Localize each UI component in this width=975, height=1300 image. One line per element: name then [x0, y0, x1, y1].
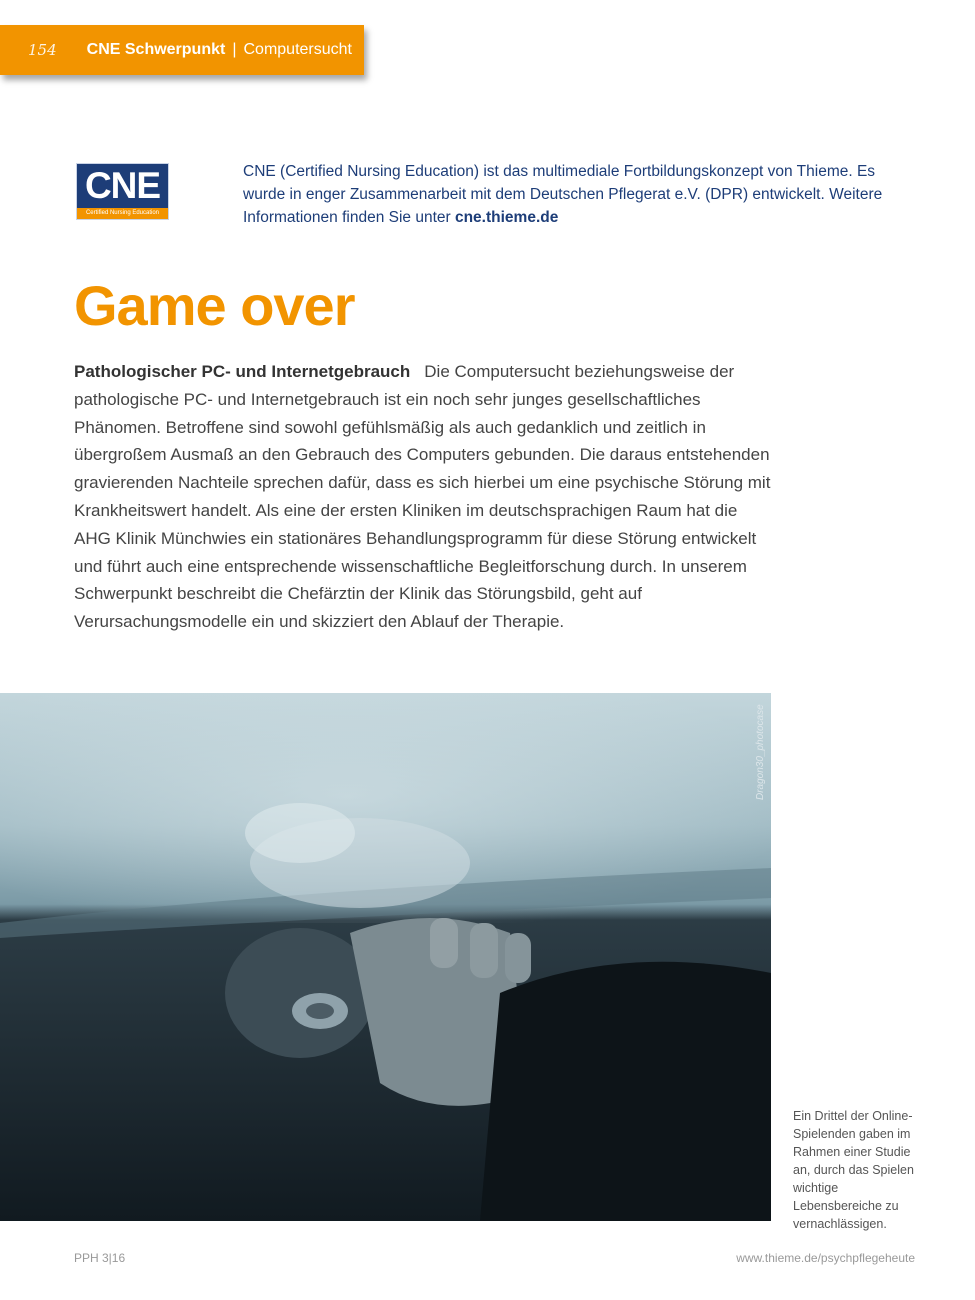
article-photo: [0, 693, 771, 1221]
header-separator: |: [232, 41, 237, 58]
footer-url[interactable]: www.thieme.de/psychpflegeheute: [736, 1251, 915, 1265]
section-title: CNE Schwerpunkt: [86, 41, 226, 58]
cne-logo-text: CNE: [84, 165, 161, 206]
article-title: Game over: [74, 274, 355, 337]
cne-logo-subtext: Certified Nursing Education: [77, 208, 168, 219]
article-teaser: [74, 358, 774, 636]
cne-link[interactable]: cne.thieme.de: [454, 209, 559, 226]
teaser-body: Die Computersucht beziehungsweise der pathologische PC- und Internetgebrauch ist ein noch sehr junges gesellschaftliches Phänomen. Betroffene sind sowohl gefühlsmäßig als auch gedanklich und zeitlich in übergroßem Ausmaß an den Gebrauch des Computers gebunden. Die daraus entstehenden gravierenden Nachteile sprechen dafür, dass es sich hierbei um eine psychische Störung mit Krankheitswert handelt. Als eine der ersten Kliniken im deutschsprachigen Raum hat die AHG Klinik Münchwies ein stationäres Behandlungsprogramm für diese Störung entwickelt und führt auch eine entsprechende wissenschaftliche Begleitforschung durch. In unserem Schwerpunkt beschreibt die Chefärztin der Klinik das Störungsbild, geht auf Verursachungsmodelle ein und skizziert den Ablauf der Therapie.: [74, 362, 771, 632]
section-topic: Computersucht: [243, 41, 352, 58]
page-number: 154: [28, 41, 57, 59]
cne-logo: [76, 163, 169, 220]
teaser-lead: Pathologischer PC- und Internetgebrauch: [74, 362, 411, 381]
intro-text: CNE (Certified Nursing Education) ist das multimediale Fortbildungskonzept von Thieme. Es wurde in enger Zusammenarbeit mit dem Deutschen Pflegerat e.V. (DPR) entwickelt. Weitere Informationen finden Sie unter: [243, 163, 883, 226]
photo-caption: Ein Drittel der Online-Spielenden gaben im Rahmen einer Studie an, durch das Spielen wichtige Lebensbereiche zu vernachlässigen.: [793, 1109, 914, 1231]
footer-issue: PPH 3|16: [74, 1251, 126, 1265]
section-header-tab: [0, 25, 364, 75]
cne-intro-paragraph: [243, 160, 903, 229]
